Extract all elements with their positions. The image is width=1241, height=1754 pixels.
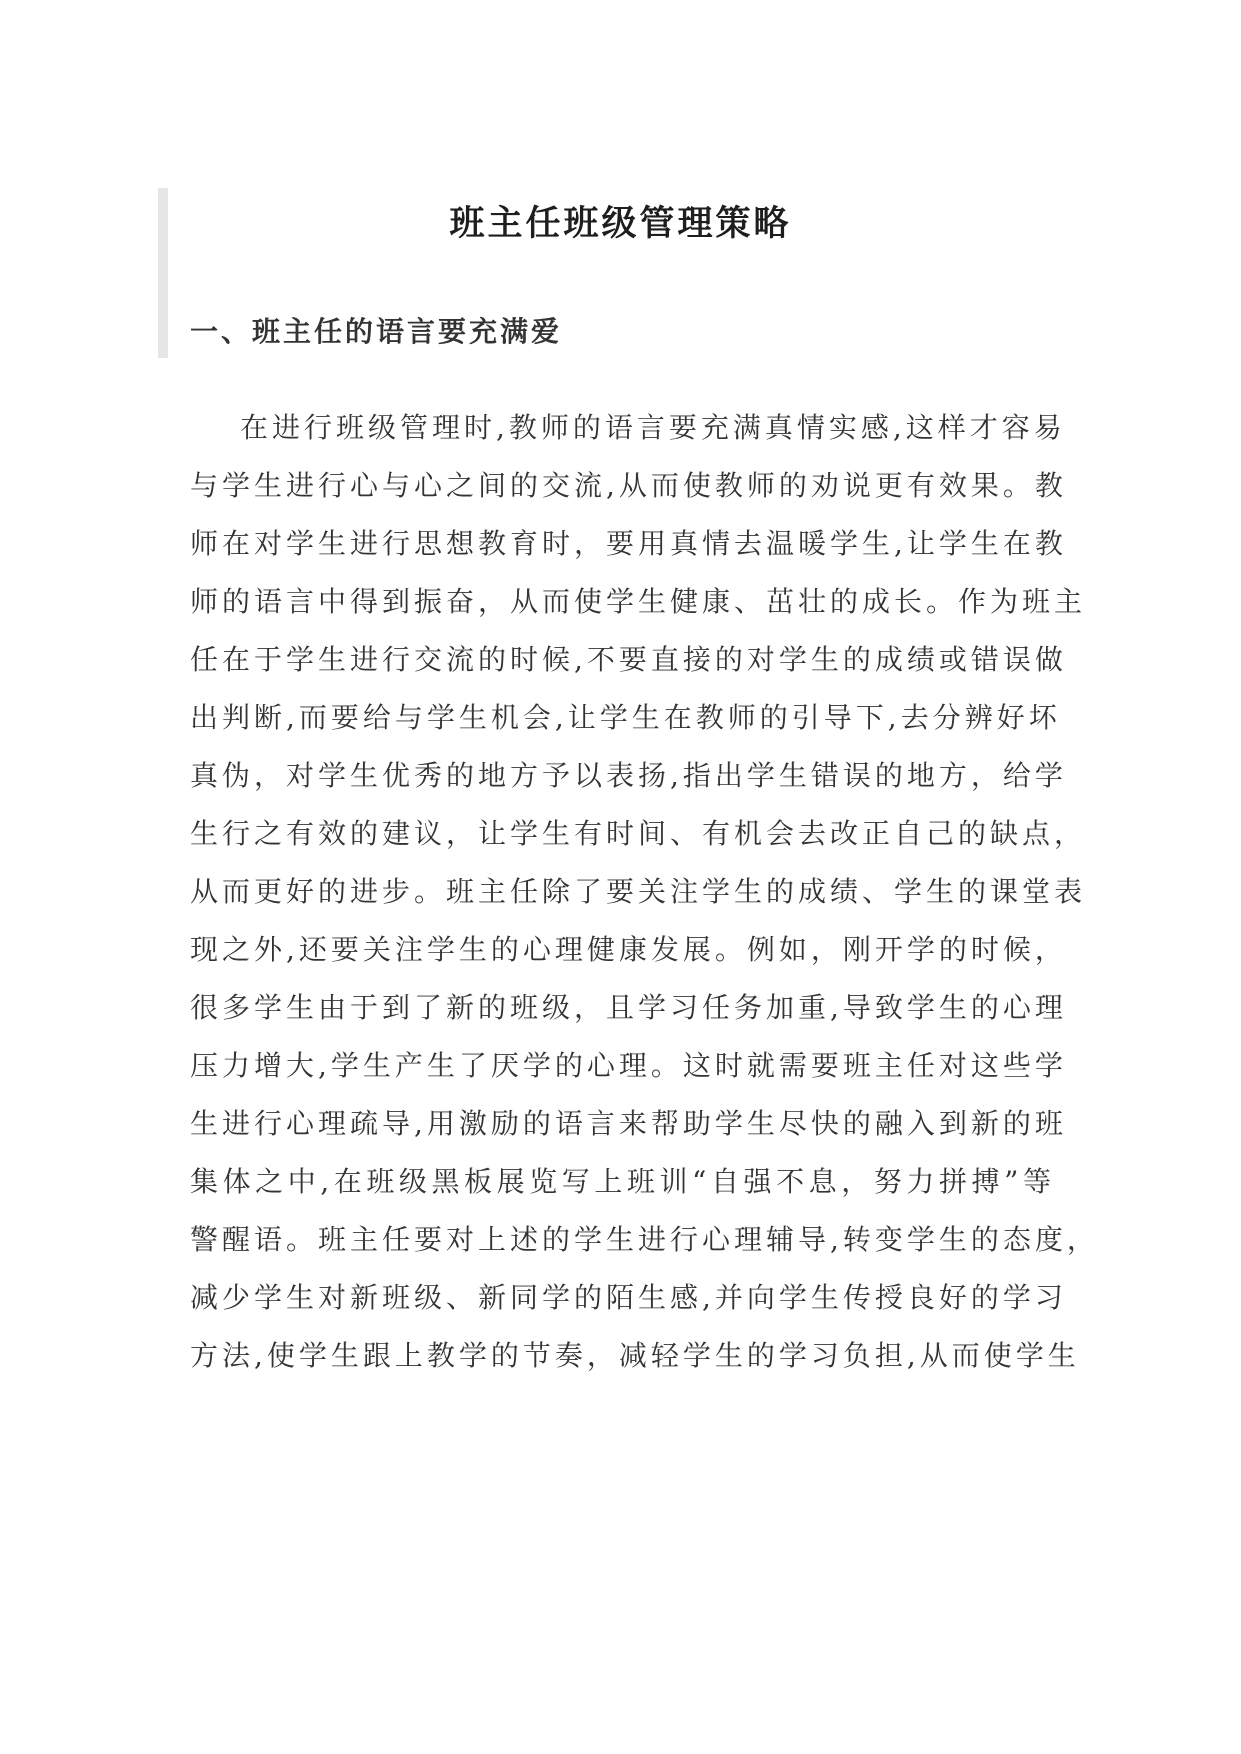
document-title: 班主任班级管理策略 (449, 204, 792, 244)
paragraph-line: 从而更好的进步。班主任除了要关注学生的成绩、学生的课堂表 (190, 875, 1087, 908)
paragraph-line: 压力增大,学生产生了厌学的心理。这时就需要班主任对这些学 (190, 1049, 1067, 1082)
paragraph-line: 生行之有效的建议，让学生有时间、有机会去改正自己的缺点， (190, 817, 1087, 850)
paragraph-line: 任在于学生进行交流的时候,不要直接的对学生的成绩或错误做 (190, 643, 1067, 676)
section-heading: 一、班主任的语言要充满爱 (190, 315, 563, 348)
paragraph-line: 出判断,而要给与学生机会,让学生在教师的引导下,去分辨好坏 (190, 701, 1061, 734)
paragraph-line: 很多学生由于到了新的班级，且学习任务加重,导致学生的心理 (190, 991, 1067, 1024)
paragraph-line: 师的语言中得到振奋，从而使学生健康、茁壮的成长。作为班主 (190, 585, 1087, 618)
paragraph-line: 真伪，对学生优秀的地方予以表扬,指出学生错误的地方，给学 (190, 759, 1067, 792)
paragraph-line: 集体之中,在班级黑板展览写上班训“自强不息，努力拼搏”等 (190, 1165, 1055, 1198)
paragraph-line: 师在对学生进行思想教育时，要用真情去温暖学生,让学生在教 (190, 527, 1067, 560)
paragraph-line: 方法,使学生跟上教学的节奏，减轻学生的学习负担,从而使学生 (190, 1339, 1080, 1372)
paragraph-line: 警醒语。班主任要对上述的学生进行心理辅导,转变学生的态度， (190, 1223, 1099, 1256)
paragraph-line: 现之外,还要关注学生的心理健康发展。例如，刚开学的时候， (190, 933, 1067, 966)
paragraph-line: 减少学生对新班级、新同学的陌生感,并向学生传授良好的学习 (190, 1281, 1067, 1314)
paragraph-line: 与学生进行心与心之间的交流,从而使教师的劝说更有效果。教 (190, 469, 1067, 502)
paragraph-line: 生进行心理疏导,用激励的语言来帮助学生尽快的融入到新的班 (190, 1107, 1067, 1140)
paragraph-line: 在进行班级管理时,教师的语言要充满真情实感,这样才容易 (240, 411, 1066, 444)
